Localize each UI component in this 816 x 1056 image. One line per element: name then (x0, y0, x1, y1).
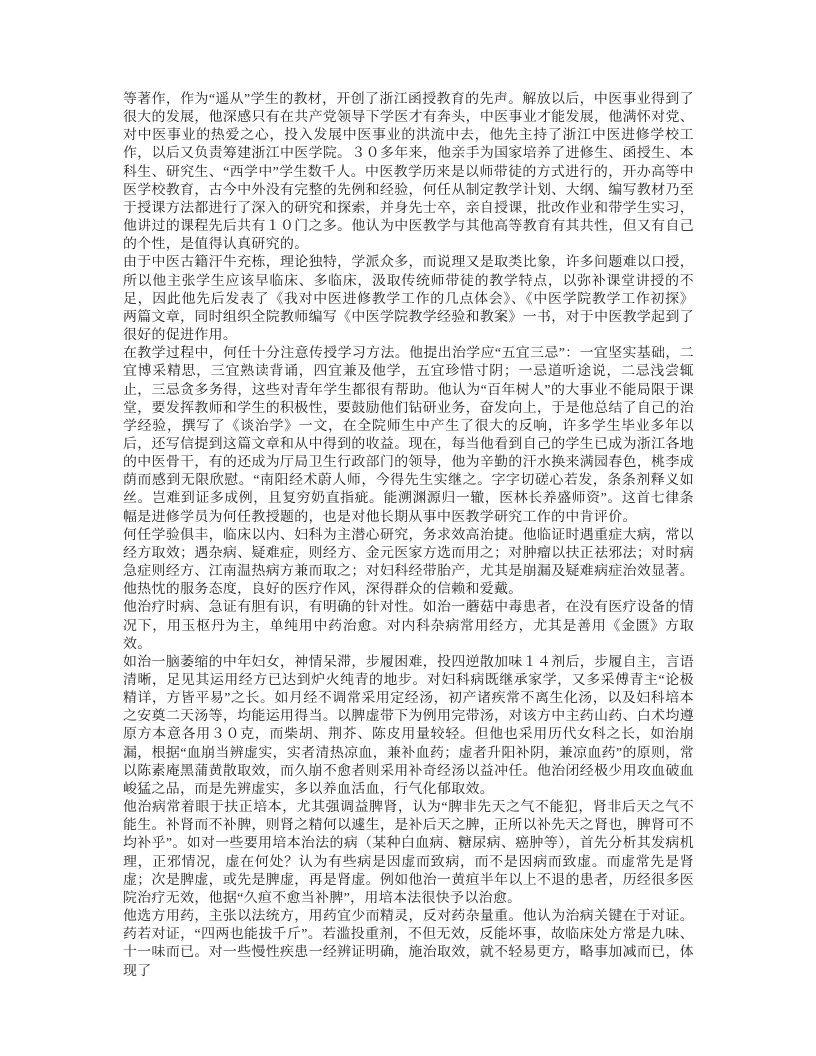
paragraph: 他治病常着眼于扶正培本，尤其强调益脾肾，认为“脾非先天之气不能犯，肾非后天之气不能生。补肾而不补脾，则肾之精何以遽生，是补后天之脾，正所以补先天之肾也，脾肾可不均补乎”。如对一些要用培本治法的病（某种白血病、糖尿病、癌肿等），首先分析其发病机理，正邪情况，虚在何处？认为有些病是因虚而致病，而不是因病而致虚。而虚常先是肾虚；次是脾虚，或先是脾虚，再是肾虚。例如他治一黄疸半年以上不退的患者，历经很多医院治疗无效，他据“久疸不愈当补脾”，用培本法很快予以治愈。 (123, 800, 694, 906)
paragraph: 由于中医古籍汗牛充栋，理论独特，学派众多，而说理又是取类比象，许多问题难以口授，所以他主张学生应该早临床、多临床，汲取传统师带徒的教学特点，以弥补课堂讲授的不足，因此他先后发表了《我对中医进修教学工作的几点体会》、《中医学院教学工作初探》两篇文章，同时组织全院教师编写《中医学院教学经验和教案》一书，对于中医教学起到了很好的促进作用。 (123, 255, 694, 344)
paragraph: 如治一脑萎缩的中年妇女，神情呆滞，步履困难，投四逆散加味１４剂后，步履自主，言语清晰，足见其运用经方已达到炉火纯青的地步。对妇科病既继承家学，又多采傅青主“论极精详，方皆平易”之长。如月经不调常采用定经汤，初产诸疾常不离生化汤，以及妇科培本之安奠二天汤等，均能运用得当。以脾虚带下为例用完带汤，对该方中主药山药、白术均遵原方本意各用３０克，而柴胡、荆芥、陈皮用量较轻。但他也采用历代女科之长，如治崩漏，根据“血崩当辨虚实，实者清热凉血，兼补血药；虚者升阳补阴，兼凉血药”的原则，常以陈素庵黑蒲黄散取效，而久崩不愈者则采用补奇经汤以益冲任。他治闭经极少用攻血破血峻猛之品，而是先辨虚实，多以养血活血，行气化郁取效。 (123, 654, 694, 797)
paragraph: 等著作，作为“遥从”学生的教材，开创了浙江函授教育的先声。解放以后，中医事业得到了很大的发展，他深感只有在共产党领导下学医才有奔头，中医事业才能发展，他满怀对党、对中医事业的热爱之心，投入发展中医事业的洪流中去，他先主持了浙江中医进修学校工作，以后又负责筹建浙江中医学院。３０多年来，他亲手为国家培养了进修生、函授生、本科生、研究生、“西学中”学生数千人。中医教学历来是以师带徒的方式进行的，开办高等中医学校教育，古今中外没有完整的先例和经验，何任从制定教学计划、大纲、编写教材乃至于授课方法都进行了深入的研究和探索，并身先士卒，亲自授课，批改作业和带学生实习，他讲过的课程先后共有１０门之多。他认为中医教学与其他高等教育有其共性，但又有自己的个性，是值得认真研究的。 (123, 92, 694, 253)
paragraph: 他选方用药，主张以法统方，用药宜少而精灵，反对药杂量重。他认为治病关键在于对证。药若对证，“四两也能拔千斤”。若滥投重剂，不但无效，反能坏事，故临床处方常是九味、十一味而已。对一些慢性疾患一经辨证明确，施治取效，就不轻易更方，略事加减而已，体现了 (123, 909, 694, 979)
paragraph: 他治疗时病、急证有胆有识，有明确的针对性。如治一蘑菇中毒患者，在没有医疗设备的情况下，用玉枢丹为主，单纯用中药治愈。对内科杂病常用经方，尤其是善用《金匮》方取效。 (123, 600, 694, 652)
paragraph: 在教学过程中，何任十分注意传授学习方法。他提出治学应“五宜三忌”：一宜坚实基础，二宜博采精思，三宜熟读背诵，四宜兼及他学，五宜珍惜寸阴；一忌道听途说，二忌浅尝辄止，三忌贪多务得，这些对青年学生都很有帮助。他认为“百年树人”的大事业不能局限于课堂，要发挥教师和学生的积极性，要鼓励他们钻研业务，奋发向上，于是他总结了自己的治学经验，撰写了《谈治学》一文，在全院师生中产生了很大的反响，许多学生毕业多年以后，还写信提到这篇文章和从中得到的收益。现在，每当他看到自己的学生已成为浙江各地的中医骨干，有的还成为厅局卫生行政部门的领导，他为辛勤的汗水换来满园春色，桃李成荫而感到无限欣慰。“南阳经术蔚人师，今得先生实继之。字字切磋心若发，条条剂释义如丝。岂难到证多成例，且复穷奶直指疵。能溯渊源归一辙，医林长养盛师资”。这首七律条幅是进修学员为何任教授题的，也是对他长期从事中医教学研究工作的中肯评价。 (123, 346, 694, 525)
paragraph: 何任学验俱丰，临床以内、妇科为主潜心研究，务求效高治捷。他临证时遇重症大病，常以经方取效；遇杂病、疑难症，则经方、金元医家方选而用之；对肿瘤以扶正祛邪法；对时病急症则经方、江南温热病方兼而取之；对妇科经带胎产，尤其是崩漏及疑难病症治效显著。他热忱的服务态度，良好的医疗作风，深得群众的信赖和爱戴。 (123, 527, 694, 598)
body-text (123, 91, 694, 981)
